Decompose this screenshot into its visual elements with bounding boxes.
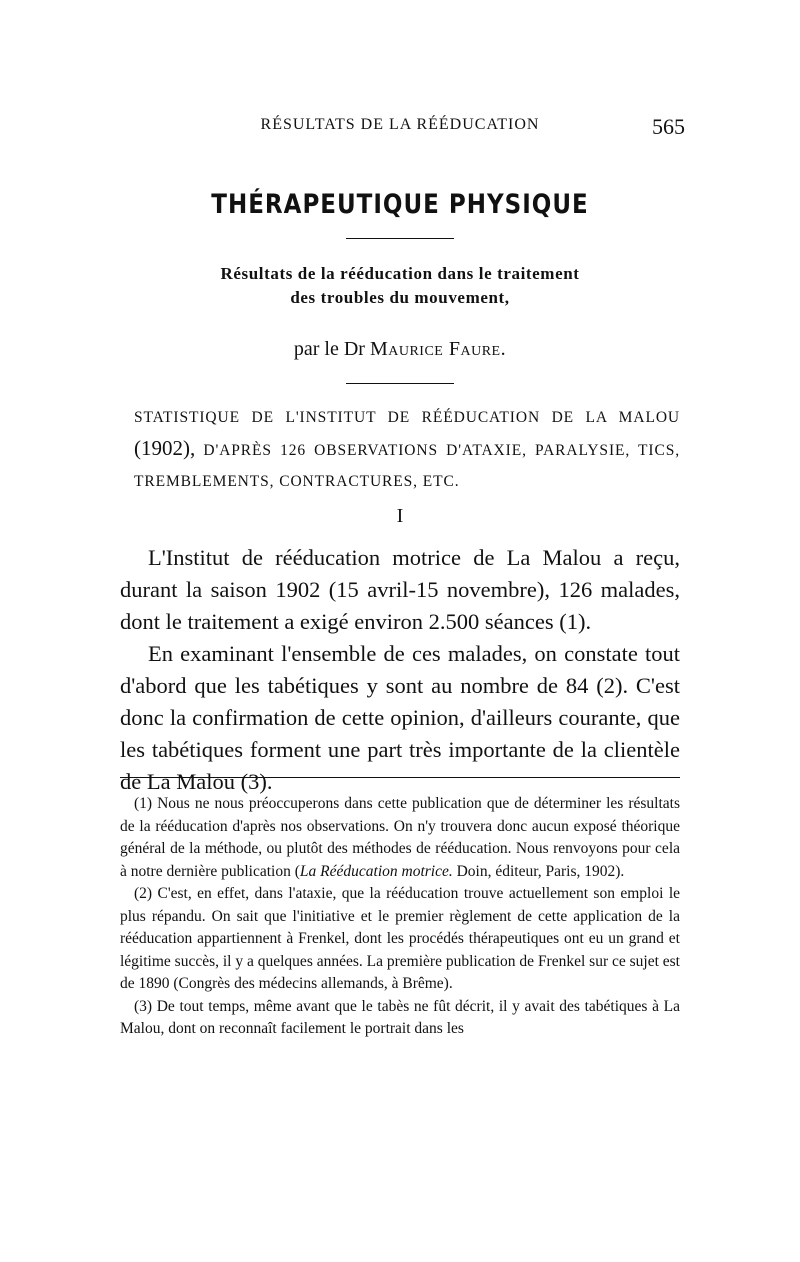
footnote-1-end: Doin, éditeur, Paris, 1902). bbox=[452, 862, 625, 880]
footnote-rule bbox=[120, 777, 680, 778]
author-name: Maurice Faure. bbox=[369, 338, 507, 360]
paragraph: En examinant l'ensemble de ces malades, on constate tout d'abord que les tabétiques y sont au nombre de 84 (2). C'est donc la confirmation de cette opinion, d'ailleurs courante, que les tabétiques forment une part très importante de la clientèle de La Malou (3). bbox=[120, 641, 680, 794]
article-subtitle bbox=[120, 262, 680, 310]
title-rule bbox=[346, 238, 454, 239]
byline-doctor: Dr bbox=[343, 338, 365, 360]
byline-rule bbox=[346, 383, 454, 384]
statistique-heading bbox=[134, 402, 680, 497]
paragraph: L'Institut de rééducation motrice de La Malou a reçu, durant la saison 1902 (15 avril-15 novembre), 126 malades, dont le traitement a exigé environ 2.500 séances (1). bbox=[120, 545, 680, 634]
footnote-2: (2) C'est, en effet, dans l'ataxie, que la rééducation trouve actuellement son emploi le plus répandu. On sait que l'initiative et le premier règlement de cette application de la rééducation appartiennent à Frenkel, dont les procédés thérapeutiques ont eu un grand et légitime succès, il y a quelques années. La première publication de Frenkel sur ce sujet est de 1890 (Congrès des médecins allemands, à Brême). bbox=[120, 885, 680, 992]
statistique-year: (1902), bbox=[134, 436, 196, 460]
footnote-1-text: (1) Nous ne nous préoccuperons dans cette publication que de déterminer les résultats de la rééducation d'après nos observations. On n'y trouvera donc aucun exposé théorique général de la méthode, ou plutôt des méthodes de rééducation. Nous renvoyons pour cela à notre dernière publication ( bbox=[120, 795, 680, 880]
page-number: 565 bbox=[652, 114, 685, 139]
byline bbox=[120, 338, 680, 361]
running-title: RÉSULTATS DE LA RÉÉDUCATION bbox=[260, 116, 540, 133]
running-head bbox=[120, 114, 685, 140]
main-text bbox=[120, 542, 680, 798]
statistique-text-2: D'APRÈS 126 OBSERVATIONS D'ATAXIE, PARALYSIE, TICS, TREMBLEMENTS, CONTRACTURES, ETC. bbox=[134, 442, 680, 490]
statistique-text-1: STATISTIQUE DE L'INSTITUT DE RÉÉDUCATION DE LA MALOU bbox=[134, 409, 680, 426]
footnote-3: (3) De tout temps, même avant que le tabès ne fût décrit, il y avait des tabétiques à La Malou, dont on reconnaît facilement le portrait dans les bbox=[120, 997, 680, 1037]
footnote-1 bbox=[120, 793, 680, 883]
footnotes bbox=[120, 793, 680, 1041]
section-title: THÉRAPEUTIQUE PHYSIQUE bbox=[211, 190, 589, 220]
section-number: I bbox=[396, 505, 404, 527]
byline-prefix: par le bbox=[293, 338, 339, 360]
subtitle-line-1: Résultats de la rééducation dans le traitement bbox=[220, 264, 580, 283]
subtitle-line-2: des troubles du mouvement, bbox=[290, 288, 510, 307]
footnote-1-title: La Rééducation motrice. bbox=[299, 862, 453, 880]
